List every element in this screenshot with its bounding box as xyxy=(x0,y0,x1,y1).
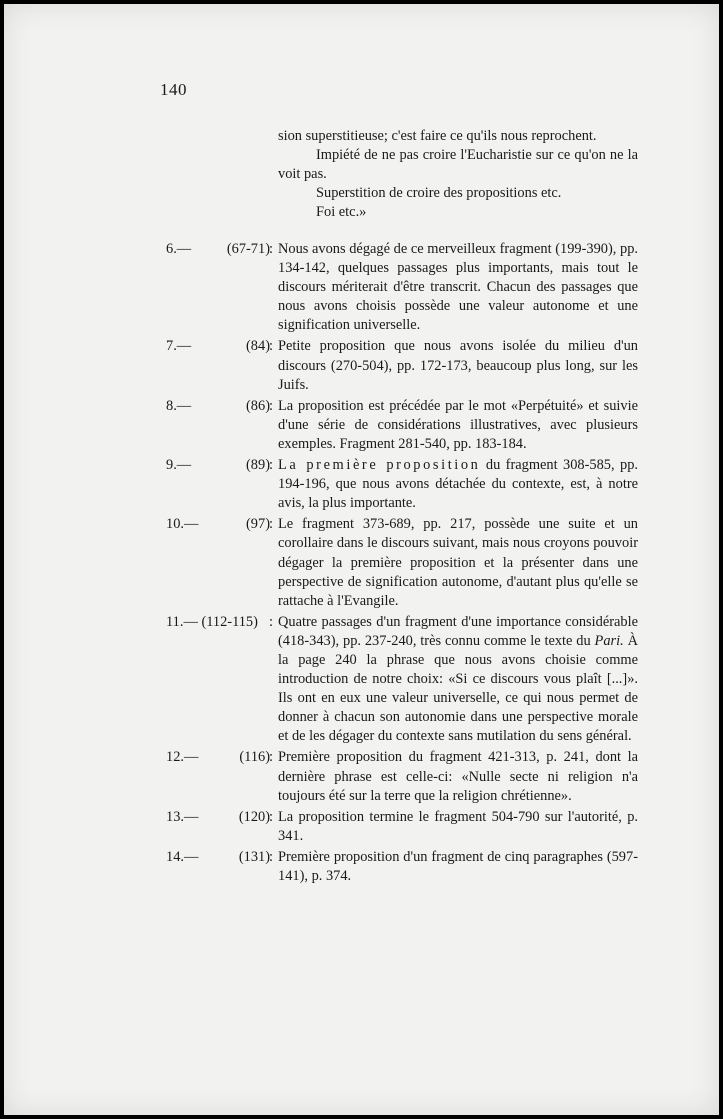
note-text: La proposition termine le fragment 504-790 sur l'autorité, p. 341. xyxy=(278,808,638,844)
note-text: Première proposition du fragment 421-313, p. 241, dont la dernière phrase est celle-ci: «Nulle secte ni religion n'a toujours été sur la terre que la religion chrétienne». xyxy=(278,749,638,804)
lead-text xyxy=(278,127,638,222)
note-entry-14 xyxy=(154,848,640,886)
note-reference: (116) xyxy=(239,749,270,766)
note-entry-8 xyxy=(154,397,640,454)
note-colon: : xyxy=(269,241,273,257)
note-colon: : xyxy=(269,613,273,630)
note-reference: (131) xyxy=(238,848,270,865)
note-colon: : xyxy=(269,848,273,865)
page xyxy=(4,4,719,1115)
lead-paragraph: Foi etc.» xyxy=(316,204,367,220)
note-text-italic: Pari. xyxy=(594,632,624,649)
note-colon: : xyxy=(269,338,273,355)
note-colon: : xyxy=(269,808,273,825)
lead-paragraph: Impiété de ne pas croire l'Eucharistie sur ce qu'on ne la voit pas. xyxy=(278,147,638,182)
note-number: 10.— xyxy=(166,516,199,533)
note-colon: : xyxy=(269,457,273,474)
note-text: Nous avons dégagé de ce merveilleux fragment (199-390), pp. 134-142, quelques passages plus importants, mais tout le discours mériterait d'être transcrit. Chacun des passages que nous avons choisis possède une valeur autonome et une signification universelle. xyxy=(278,241,638,334)
note-number: 7.— xyxy=(166,338,192,355)
note-entry-6 xyxy=(154,240,640,335)
note-entry-11 xyxy=(154,613,640,747)
note-number: 13.— xyxy=(166,808,199,825)
note-text: Petite proposition que nous avons isolée du milieu d'un discours (270-504), pp. 172-173, beaucoup plus long, sur les Juifs. xyxy=(278,338,638,393)
note-reference: (97) xyxy=(246,516,270,533)
note-reference: (86) xyxy=(246,397,270,414)
note-text-part: Quatre passages d'un fragment d'une importance considérable (418-343), pp. 237-240, très connu comme le texte du xyxy=(278,613,638,649)
note-entry-13 xyxy=(154,808,640,846)
note-text: Première proposition d'un fragment de cinq paragraphes (597-141), p. 374. xyxy=(278,848,638,884)
note-reference: (89) xyxy=(246,457,270,474)
note-text: La proposition est précédée par le mot «Perpétuité» et suivie d'une série de considérations illustratives, avec plusieurs exemples. Fragment 281-540, pp. 183-184. xyxy=(278,397,638,452)
note-colon: : xyxy=(269,749,273,766)
note-text-rest: du fragment 308-585, pp. 194-196, que nous avons détachée du contexte, est, à notre avis, la plus importante. xyxy=(278,457,638,512)
note-reference: (84) xyxy=(246,338,270,355)
notes-list xyxy=(154,240,640,888)
note-number: 6.— xyxy=(166,241,192,257)
note-colon: : xyxy=(269,516,273,533)
note-number: 12.— xyxy=(166,749,199,766)
lead-paragraph: sion superstitieuse; c'est faire ce qu'ils nous reprochent. xyxy=(278,128,597,144)
note-entry-7 xyxy=(154,337,640,394)
note-entry-12 xyxy=(154,748,640,805)
note-number: 8.— xyxy=(166,397,192,414)
note-reference: (120) xyxy=(238,808,270,825)
note-number: 14.— xyxy=(166,848,199,865)
page-number: 140 xyxy=(160,80,187,99)
note-number: 9.— xyxy=(166,457,192,474)
note-text: Le fragment 373-689, pp. 217, possède une suite et un corollaire dans le discours suivant, mais nous croyons pouvoir dégager la première proposition et la présenter dans une perspective de signification autonome, d'autant plus qu'elle se rattache à l'Evangile. xyxy=(278,516,638,609)
note-text-spaced: La première proposition xyxy=(278,457,481,474)
note-colon: : xyxy=(269,397,273,414)
note-text xyxy=(278,456,638,513)
note-entry-9 xyxy=(154,456,640,513)
note-text-part: À la page 240 la phrase que nous avons choisie comme introduction de notre choix: «Si ce discours vous plaît [...]». Ils ont en eux une valeur universelle, ce qui nous permet de donner à chacun son autonomie dans une perspective morale et de les dégager du contexte sans mutilation du sens général. xyxy=(278,632,638,745)
note-entry-10 xyxy=(154,515,640,610)
note-text xyxy=(278,613,638,747)
note-reference: (67-71) xyxy=(226,241,270,257)
note-number: 11.— (112-115) xyxy=(166,613,258,630)
lead-paragraph: Superstition de croire des propositions etc. xyxy=(316,185,562,201)
